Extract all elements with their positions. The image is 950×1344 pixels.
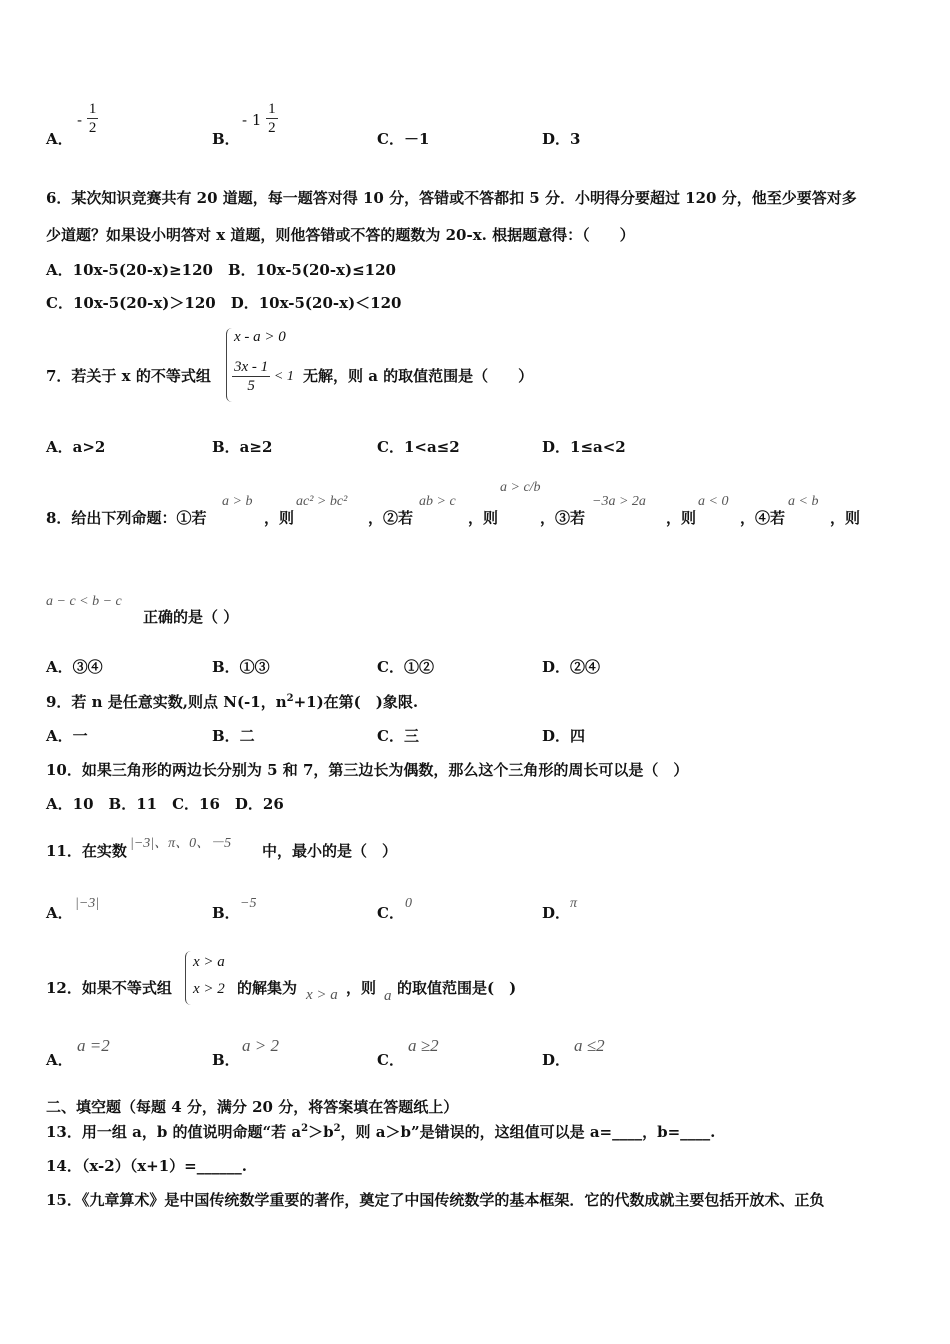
q12-option-b-label: B． [212, 1051, 240, 1069]
q12-solution: x > a [306, 987, 338, 1003]
q12-option-a-label: A． [46, 1051, 73, 1069]
q8-text-8: ，则 [830, 509, 861, 527]
q8-text-3: ，②若 [368, 509, 414, 527]
q8-math-1: a > b [222, 494, 253, 509]
q13-sup-2: 2 [333, 1123, 341, 1134]
q10-options: A．10 B．11 C．16 D．26 [46, 795, 284, 813]
q11-option-b-math: −5 [240, 896, 257, 911]
q12-option-b-math: a > 2 [242, 1036, 279, 1055]
q6-text-line2: 少道题？如果设小明答对 x 道题，则他答错或不答的题数为 20-x. 根据题意得：（ ） [46, 226, 635, 244]
q9-option-d: D．四 [542, 727, 586, 745]
q8-option-b: B．①③ [212, 658, 270, 676]
q12-mid-text: 的解集为 [237, 979, 298, 997]
q13-text-a: 13．用一组 a，b 的值说明命题“若 a [46, 1123, 302, 1141]
q8-math-3: ab > c [419, 494, 456, 509]
q9-text-b: +1)在第( )象限. [293, 693, 419, 711]
q6-text-line1: 6．某次知识竞赛共有 20 道题，每一题答对得 10 分，答错或不答都扣 5 分．小明得分要超过 120 分，他至少要答对多 [46, 189, 857, 207]
q7-inequality-1: x - a > 0 [234, 329, 286, 345]
q12-option-c-math: a ≥2 [408, 1036, 439, 1055]
q8-text-1: 8．给出下列命题：①若 [46, 509, 207, 527]
q5-option-b [212, 128, 240, 149]
q12-prefix: 12．如果不等式组 [46, 979, 172, 997]
q5-a-den: 2 [88, 120, 97, 136]
q12-option-d-math: a ≤2 [574, 1036, 605, 1055]
q14-text: 14．（x-2）（x+1）=______. [46, 1157, 247, 1175]
q9-superscript: 2 [286, 693, 294, 704]
q10-text: 10．如果三角形的两边长分别为 5 和 7，第三边长为偶数，那么这个三角形的周长可以是（ ） [46, 761, 689, 779]
q12-option-d-label: D． [542, 1051, 571, 1069]
q12-suffix: 的取值范围是( ) [397, 979, 517, 997]
q8-math-8: a − c < b − c [46, 594, 122, 609]
q11-option-a-math: |−3| [75, 896, 100, 911]
q8-option-a: A．③④ [46, 658, 103, 676]
q12-variable: a [384, 988, 392, 1004]
q12-inequality-2: x > 2 [193, 981, 225, 997]
q12-option-a-math: a =2 [77, 1036, 110, 1055]
q6-options-ab: A．10x-5(20-x)≥120 B．10x-5(20-x)≤120 [46, 261, 396, 279]
q7-frac-num: 3x - 1 [234, 359, 269, 375]
q7-suffix: 无解，则 a 的取值范围是（ ） [303, 367, 534, 385]
q7-ineq2-rhs: < 1 [273, 368, 294, 384]
q7-inequality-2 [232, 358, 294, 395]
q11-option-d-label: D． [542, 904, 571, 922]
q13-sup-1: 2 [301, 1123, 309, 1134]
q9-text-a: 9．若 n 是任意实数,则点 N(-1，n [46, 693, 287, 711]
q9-text [46, 691, 418, 712]
q8-math-4: a > c/b [500, 480, 541, 495]
q12-inequality-1: x > a [193, 954, 225, 970]
q15-text: 15．《九章算术》是中国传统数学重要的著作，奠定了中国传统数学的基本框架．它的代数成就主要包括开放术、正负 [46, 1191, 825, 1209]
q9-option-c: C．三 [377, 727, 419, 745]
q8-text-2: ，则 [264, 509, 295, 527]
q8-math-5: −3a > 2a [592, 494, 646, 509]
q8-option-d: D．②④ [542, 658, 601, 676]
q5-option-a [46, 128, 73, 149]
q7-option-c: C．1<a≤2 [377, 438, 460, 456]
q5-a-label: A． [46, 130, 73, 148]
q8-text-7: ，④若 [740, 509, 786, 527]
q6-options-cd: C．10x-5(20-x)＞120 D．10x-5(20-x)＜120 [46, 294, 402, 312]
q5-option-b-math [242, 100, 278, 137]
q5-option-a-math [77, 100, 98, 137]
q7-prefix: 7．若关于 x 的不等式组 [46, 367, 211, 385]
q5-b-num: 1 [268, 101, 276, 117]
q7-frac-den: 5 [247, 378, 255, 394]
q5-option-d: D．3 [542, 130, 581, 148]
q13-text-b: ＞b [308, 1123, 334, 1141]
q8-text-9: 正确的是（ ） [143, 608, 239, 626]
q12-brace [185, 951, 192, 1005]
q11-option-c-math: 0 [405, 896, 412, 911]
q8-text-4: ，则 [468, 509, 499, 527]
q11-option-c-label: C． [377, 904, 404, 922]
q5-b-prefix: - 1 [242, 110, 262, 129]
q9-option-a: A．一 [46, 727, 88, 745]
q12-option-c-label: C． [377, 1051, 404, 1069]
q7-option-d: D．1≤a<2 [542, 438, 626, 456]
q5-b-den: 2 [268, 120, 276, 136]
q7-option-a: A．a>2 [46, 438, 106, 456]
q8-option-c: C．①② [377, 658, 434, 676]
q8-math-6: a < 0 [698, 494, 729, 509]
q5-a-sign: - [77, 110, 83, 129]
q8-text-6: ，则 [666, 509, 697, 527]
q11-option-b-label: B． [212, 904, 240, 922]
q8-text-5: ，③若 [540, 509, 586, 527]
q11-numbers: |−3|、π、0、－5 [130, 836, 232, 851]
q11-option-d-math: π [570, 896, 578, 911]
q5-a-fraction [87, 100, 99, 137]
q5-a-num: 1 [88, 101, 97, 117]
q5-b-label: B． [212, 130, 240, 148]
q11-prefix: 11．在实数 [46, 842, 127, 860]
q9-option-b: B．二 [212, 727, 255, 745]
q5-b-fraction [266, 100, 278, 137]
section-heading-fill-in: 二、填空题（每题 4 分，满分 20 分，将答案填在答题纸上） [46, 1098, 459, 1116]
q13-text-c: ，则 a＞b”是错误的，这组值可以是 a=____，b=____. [340, 1123, 716, 1141]
q11-suffix: 中，最小的是（ ） [262, 842, 398, 860]
q13-text [46, 1121, 715, 1142]
q8-math-7: a < b [788, 494, 819, 509]
q12-mid-text-2: ，则 [346, 979, 377, 997]
q5-option-c: C．－1 [377, 130, 430, 148]
q7-option-b: B．a≥2 [212, 438, 273, 456]
q11-option-a-label: A． [46, 904, 73, 922]
q8-math-2: ac² > bc² [296, 494, 348, 509]
q7-fraction [232, 358, 270, 395]
